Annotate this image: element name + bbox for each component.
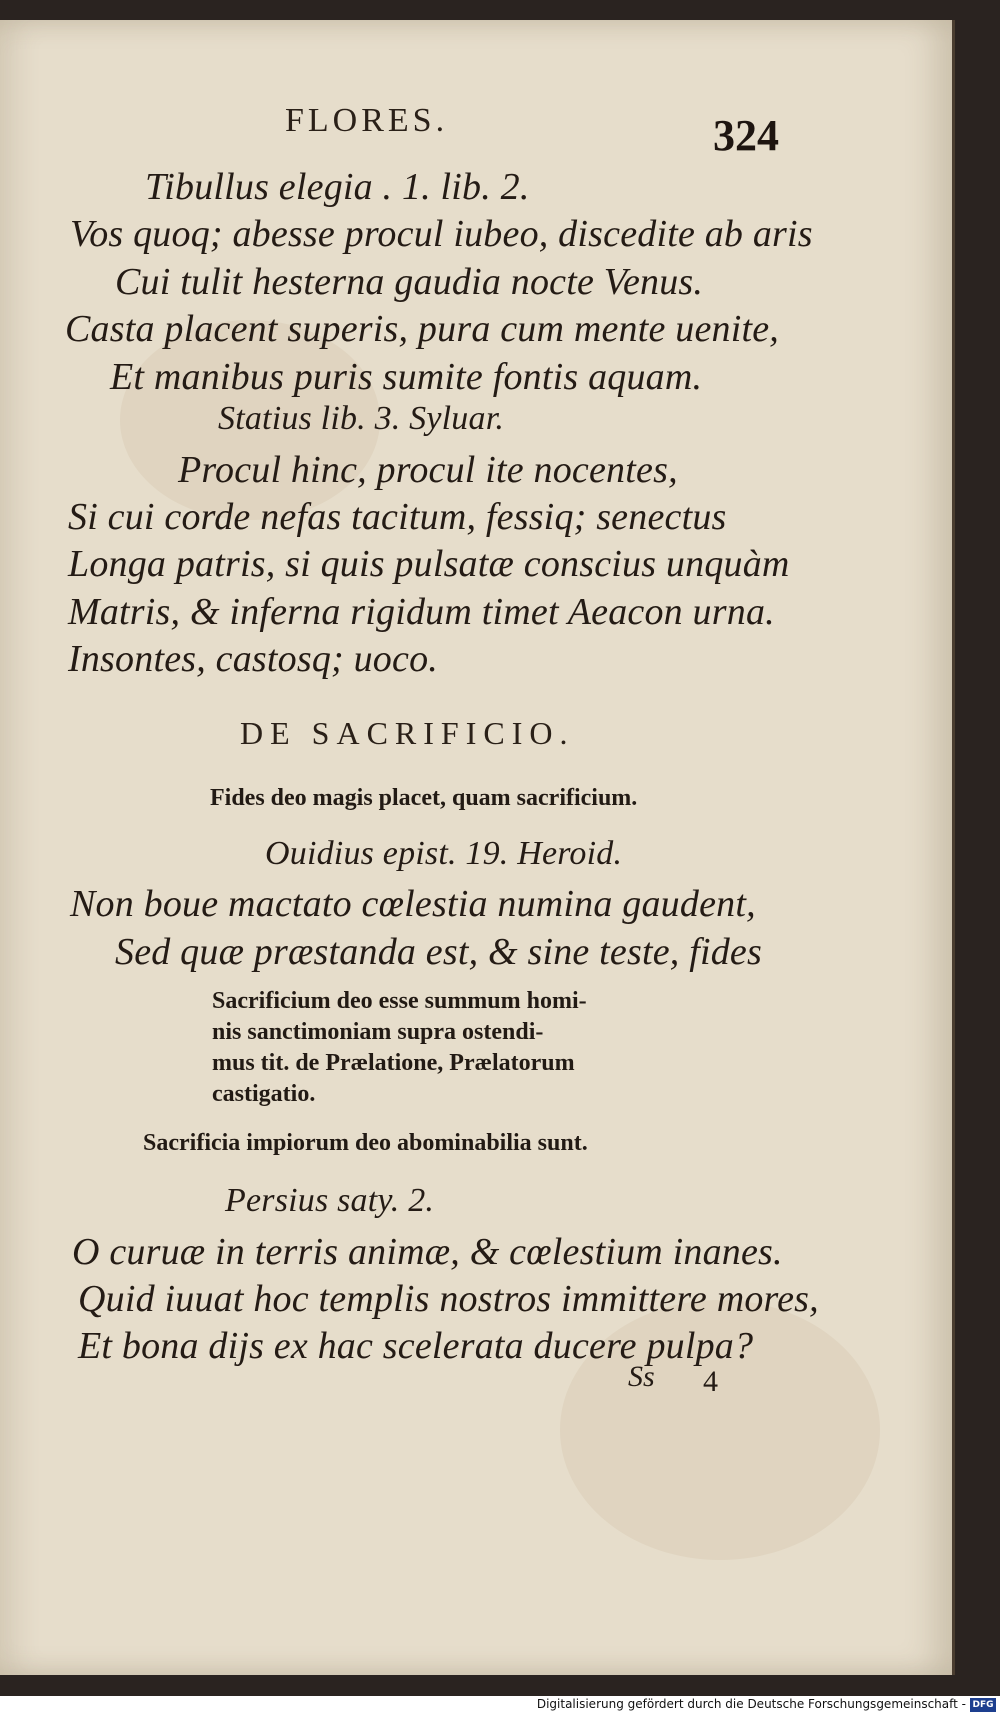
source-citation: Ouidius epist. 19. Heroid.	[265, 835, 623, 872]
verse-line: Si cui corde nefas tacitum, fessiq; senectus	[68, 496, 727, 538]
source-citation: Tibullus elegia . 1. lib. 2.	[145, 166, 530, 208]
verse-line: Longa patris, si quis pulsatæ conscius unquàm	[68, 543, 790, 585]
verse-line: Matris, & inferna rigidum timet Aeacon urna.	[68, 591, 775, 633]
verse-line: Et manibus puris sumite fontis aquam.	[110, 356, 703, 398]
verse-line: Et bona dijs ex hac scelerata ducere pulpa?	[78, 1325, 754, 1367]
source-citation: Statius lib. 3. Syluar.	[218, 400, 505, 437]
note-line: nis sanctimoniam supra ostendi-	[212, 1019, 544, 1045]
source-citation: Persius saty. 2.	[225, 1182, 435, 1219]
verse-line: Quid iuuat hoc templis nostros immittere mores,	[78, 1278, 819, 1320]
verse-line: Vos quoq; abesse procul iubeo, discedite ab aris	[70, 213, 813, 255]
section-title: DE SACRIFICIO.	[240, 715, 575, 751]
page-number: 324	[713, 111, 779, 160]
verse-line: Non boue mactato cœlestia numina gaudent,	[70, 883, 756, 925]
verse-line: Cui tulit hesterna gaudia nocte Venus.	[115, 261, 704, 303]
verse-line: Casta placent superis, pura cum mente uenite,	[65, 308, 780, 350]
signature-mark: Ss	[628, 1360, 655, 1393]
verse-line: O curuæ in terris animæ, & cœlestium inanes.	[72, 1231, 783, 1273]
dfg-logo: DFG	[970, 1698, 996, 1712]
topic-heading: Sacrificia impiorum deo abominabilia sunt.	[143, 1130, 588, 1156]
note-line: mus tit. de Prælatione, Prælatorum	[212, 1050, 575, 1076]
verse-line: Sed quæ præstanda est, & sine teste, fides	[115, 931, 762, 973]
topic-heading: Fides deo magis placet, quam sacrificium.	[210, 785, 638, 811]
note-line: castigatio.	[212, 1081, 316, 1107]
running-head: FLORES.	[285, 102, 449, 139]
note-line: Sacrificium deo esse summum homi-	[212, 988, 587, 1014]
verse-line: Insontes, castosq; uoco.	[68, 638, 438, 680]
book-page	[0, 20, 955, 1675]
footer-credit: Digitalisierung gefördert durch die Deutsche Forschungsgemeinschaft -	[536, 1697, 966, 1711]
verse-line: Procul hinc, procul ite nocentes,	[178, 449, 678, 491]
signature-number: 4	[703, 1365, 718, 1398]
